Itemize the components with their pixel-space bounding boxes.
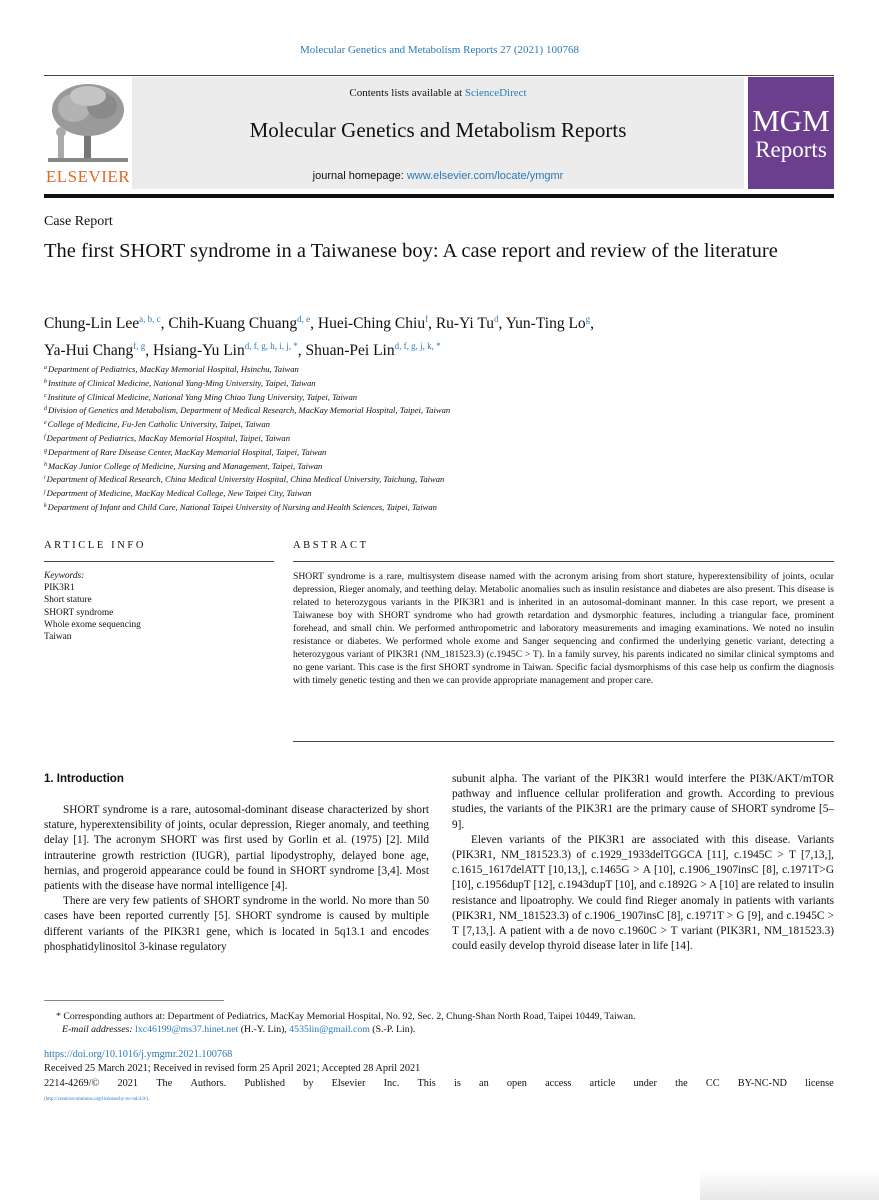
keyword-item: Whole exome sequencing	[44, 619, 141, 630]
body-right-column	[452, 772, 834, 954]
license-word: The	[156, 1078, 173, 1089]
affiliation-key: i	[44, 475, 46, 482]
cover-reports: Reports	[755, 137, 827, 162]
affiliation-key: d	[44, 406, 47, 413]
affiliation-key: k	[44, 502, 47, 509]
affiliation-text: Department of Infant and Child Care, National Taipei University of Nursing and Health Sciences, Taipei, Taiwan	[47, 501, 437, 512]
affiliation-key: g	[44, 447, 47, 454]
journal-title: Molecular Genetics and Metabolism Reports	[249, 118, 627, 142]
section-heading: 1. Introduction	[44, 773, 124, 785]
keywords-label: Keywords:	[44, 571, 85, 581]
keyword-item: Short stature	[44, 595, 92, 606]
affiliation-text: Department of Rare Disease Center, MacKay Memorial Hospital, Taipei, Taiwan	[48, 446, 327, 457]
affiliation-key: h	[44, 461, 47, 468]
author-list: Chung-Lin Lee$^{a, b, c}$, Chih-Kuang Chuang$^{d, e}$, Huei-Ching Chiu$^f$, Ru-Yi Tu$^d$, Yun-Ting Lo$^g$, Ya-Hui Chang$^{f, g}$, Hsiang-Yu Lin$^{d, f, g, h, i, j, *}$, Shuan-Pei Lin$^{d, f, g, j, k, *}$	[44, 314, 595, 359]
affiliation-text: Department of Medicine, MacKay Medical College, New Taipei City, Taiwan	[46, 488, 312, 499]
corresponding-address: * Corresponding authors at: Department of Pediatrics, MacKay Memorial Hospital, No. 92, Sec. 2, Chung-Shan North Road, Taipei 10449, Taiwan.	[56, 1011, 636, 1022]
license-statement	[44, 1078, 834, 1089]
email-line	[44, 1023, 834, 1036]
header-thick-rule	[44, 194, 834, 198]
article-title: The first SHORT syndrome in a Taiwanese boy: A case report and review of the literature	[44, 240, 778, 262]
email-link-1[interactable]: lxc46199@ms37.hinet.net	[135, 1024, 239, 1035]
author-affiliation-marks: f	[425, 314, 429, 324]
body-paragraph: subunit alpha. The variant of the PIK3R1 would interfere the PI3K/AKT/mTOR pathway and influence cellular proliferation and growth. According to previous studies, the variants of the PIK3R1 are the primary cause of SHORT syndrome [5–9].	[452, 773, 834, 831]
affiliation-item	[44, 472, 834, 486]
email-owner-2: (S.-P. Lin).	[369, 1024, 416, 1035]
license-word: BY-NC-ND	[737, 1078, 787, 1089]
author-name: Hsiang-Yu Lin	[153, 342, 245, 359]
footnote-rule	[44, 1000, 224, 1001]
keyword-item: Taiwan	[44, 632, 72, 643]
homepage-prefix: journal homepage:	[312, 170, 407, 182]
journal-homepage	[132, 170, 744, 182]
body-paragraph: There are very few patients of SHORT syndrome in the world. No more than 50 cases have been reported currently [5]. SHORT syndrome is caused by multiple different variants of the PIK3R1 gene, which is located in 5q13.1 and encodes phosphatidylinositol 3-kinase regulatory	[44, 895, 429, 953]
affiliation-key: b	[44, 378, 47, 385]
affiliation-item	[44, 403, 834, 417]
abstract-text: SHORT syndrome is a rare, multisystem disease named with the acronym arising from short stature, hyperextensibility of joints, ocular depression, Rieger anomaly, and teething delay. Metabolic anomalies such as insulin resistance and diabetes are also present. This disease is related to heterozygous variants in the PIK3R1 and is inherited in an autosomal-dominant manner. In this case report, we present a Taiwanese boy with SHORT syndrome who had growth retardation and dysmorphic features, including a triangular face, prominent forehead, and small chin. We performed anthropometric and laboratory measurements and imaging examinations. We noted no insulin resistance or diabetes. We performed whole exome and Sanger sequencing and confirmed the underlying genetic variant, detecting a heterozygous variant of PIK3R1 (NM_181523.3) (c.1945C > T). In a family survey, his parents indicated no similar clinical symptoms and no gene variant. This case is the first SHORT syndrome in Taiwan. Specific facial dysmorphisms of this case help us confirm the diagnosis with timely genetic testing and then we can provide appropriate management and proper care.	[293, 571, 834, 686]
publication-dates: Received 25 March 2021; Received in revised form 25 April 2021; Accepted 28 April 2021	[44, 1063, 421, 1074]
license-word: Inc.	[383, 1078, 400, 1089]
email-label: E-mail addresses:	[62, 1024, 133, 1035]
keyword-item: SHORT syndrome	[44, 607, 114, 618]
email-owner-1: (H.-Y. Lin),	[238, 1024, 290, 1035]
affiliation-text: College of Medicine, Fu-Jen Catholic University, Taipei, Taiwan	[47, 419, 270, 430]
affiliation-item	[44, 486, 834, 500]
keywords-block	[44, 570, 141, 643]
sciencedirect-link[interactable]: ScienceDirect	[464, 87, 527, 99]
affiliation-text: Department of Pediatrics, MacKay Memorial Hospital, Hsinchu, Taiwan	[48, 364, 299, 374]
license-word: under	[633, 1078, 657, 1089]
corresponding-footnote	[44, 1010, 834, 1036]
affiliation-text: Department of Medical Research, China Medical University Hospital, China Medical University, Taichung, Taiwan	[46, 474, 445, 485]
affiliation-item	[44, 459, 834, 473]
affiliation-item	[44, 376, 834, 390]
affiliation-item	[44, 500, 834, 514]
affiliation-text: Division of Genetics and Metabolism, Department of Medical Research, MacKay Memorial Hospital, Taipei, Taiwan	[48, 405, 451, 416]
doi-link[interactable]: https://doi.org/10.1016/j.ymgmr.2021.100768	[44, 1049, 233, 1060]
author-affiliation-marks: d, f, g, j, k, *	[394, 341, 441, 351]
author-affiliation-marks: a, b, c	[139, 314, 161, 324]
author-name: Shuan-Pei Lin	[305, 342, 395, 359]
affiliation-key: a	[44, 365, 47, 371]
author-name: Yun-Ting Lo	[505, 315, 586, 332]
abstract-rule	[293, 561, 834, 562]
affiliation-item	[44, 362, 834, 376]
author-name: Chung-Lin Lee	[44, 315, 140, 332]
author-affiliation-marks: d, e	[297, 314, 311, 324]
affiliation-text: Department of Pediatrics, MacKay Memorial Hospital, Taipei, Taiwan	[46, 432, 290, 443]
license-word: This	[417, 1078, 436, 1089]
author-affiliation-marks: f, g	[133, 341, 146, 351]
body-paragraph: Eleven variants of the PIK3R1 are associated with this disease. Variants (PIK3R1, NM_181523.3) of c.1929_1933delTGGCA [11], c.1945C > T [7,13,], c.1615_1617delATT [10,13,], c.1465G > A [10], c.1906_1907insC [8], c.1971T>G [10], c.1956dupT [12], c.1943dupT [10], and c.1892G > A [10] are related to insulin resistance and lipoatrophy. We could find Rieger anomaly in patients with variants (PIK3R1, NM_181523.3) of c.1906_1907insC [8], c.1971T > G [9], and c.1945C > T [7,13,]. A patient with a de novo c.1960C > T variant (PIK3R1, NM_181523.3) could easily develop thyroid disease later in life [14].	[452, 833, 834, 953]
license-word: license	[805, 1078, 834, 1089]
header-rule	[44, 75, 834, 76]
affiliation-key: e	[44, 420, 47, 427]
article-type: Case Report	[44, 214, 113, 229]
license-word: 2021	[117, 1078, 139, 1089]
author-affiliation-marks: d	[494, 314, 499, 324]
license-word: Authors.	[190, 1078, 227, 1089]
contents-prefix: Contents lists available at	[349, 87, 465, 99]
abstract-bottom-rule	[293, 741, 834, 742]
email-link-2[interactable]: 4535lin@gmail.com	[289, 1024, 370, 1035]
license-word: 2214-4269/©	[44, 1078, 100, 1089]
author-name: Ru-Yi Tu	[435, 315, 495, 332]
contents-line	[132, 87, 744, 99]
affiliation-item	[44, 445, 834, 459]
journal-citation[interactable]: Molecular Genetics and Metabolism Reports 27 (2021) 100768	[300, 44, 579, 56]
affiliation-text: MacKay Junior College of Medicine, Nursing and Management, Taipei, Taiwan	[48, 460, 323, 471]
license-word: Elsevier	[331, 1078, 366, 1089]
affiliation-item	[44, 431, 834, 445]
license-word: by	[303, 1078, 314, 1089]
license-word: open	[506, 1078, 527, 1089]
affiliation-text: Institute of Clinical Medicine, National Yang-Ming University, Taipei, Taiwan	[48, 377, 316, 388]
journal-cover-thumbnail[interactable]	[748, 77, 834, 189]
license-word: CC	[705, 1078, 720, 1089]
elsevier-wordmark: ELSEVIER	[45, 167, 131, 186]
license-url[interactable]: (http://creativecommons.org/licenses/by-nc-nd/4.0/).	[44, 1097, 150, 1102]
author-name: Huei-Ching Chiu	[317, 315, 426, 332]
license-word: access	[545, 1078, 572, 1089]
license-word: is	[453, 1078, 461, 1089]
author-affiliation-marks: d, f, g, h, i, j, *	[244, 341, 298, 351]
affiliation-key: c	[44, 392, 47, 399]
author-affiliation-marks: g	[585, 314, 591, 324]
cover-mgm: MGM	[752, 103, 830, 138]
abstract-heading: ABSTRACT	[293, 540, 369, 551]
license-word: Published	[244, 1078, 285, 1089]
page-curl-shadow	[700, 1170, 879, 1200]
article-info-rule	[44, 561, 274, 562]
license-word: an	[479, 1078, 489, 1089]
body-paragraph: SHORT syndrome is a rare, autosomal-dominant disease characterized by short stature, hyperextensibility of joints, ocular depression, Rieger anomaly, and teething delay [1]. The acronym SHORT was first used by Gorlin et al. (1975) [2]. Mild intrauterine growth restriction (IUGR), partial lipodystrophy, delayed bone age, hernias, and progeroid appearance could be found in SHORT syndrome [3,4]. Most patients with the disease have normal intelligence [4].	[44, 804, 429, 893]
keywords-list	[44, 582, 141, 643]
affiliation-text: Institute of Clinical Medicine, National Yang Ming Chiao Tung University, Taipei, Taiwan	[47, 391, 358, 402]
article-info-heading: ARTICLE INFO	[44, 540, 147, 551]
affiliation-item	[44, 417, 834, 431]
body-left-column	[44, 803, 429, 955]
license-word: the	[675, 1078, 688, 1089]
affiliation-item	[44, 390, 834, 404]
author-name: Ya-Hui Chang	[44, 342, 134, 359]
keyword-item: PIK3R1	[44, 583, 75, 594]
homepage-link[interactable]: www.elsevier.com/locate/ymgmr	[406, 170, 564, 182]
affiliation-key: f	[44, 433, 46, 440]
license-word: article	[589, 1078, 616, 1089]
affiliation-key: j	[44, 489, 46, 496]
author-name: Chih-Kuang Chuang	[168, 315, 298, 332]
affiliation-list	[44, 362, 834, 514]
